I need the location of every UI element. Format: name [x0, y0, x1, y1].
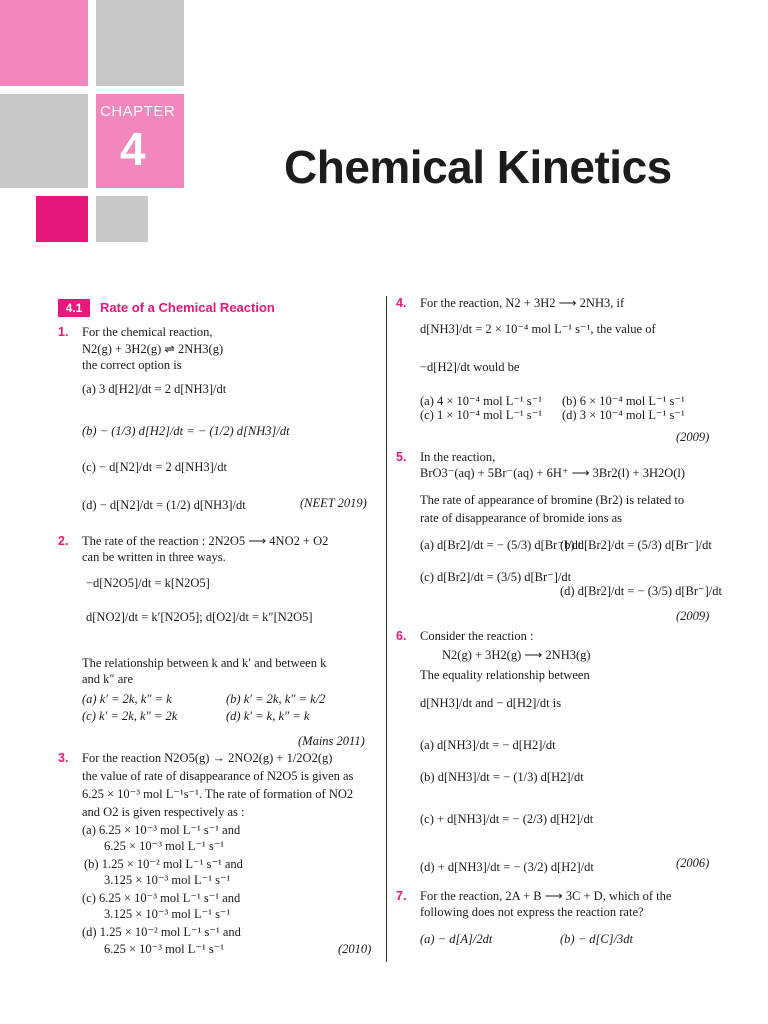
q5-line: rate of disappearance of bromide ions as	[420, 511, 623, 525]
question-number: 6.	[396, 629, 407, 643]
q5-option: (b) d[Br2]/dt = (5/3) d[Br⁻]/dt	[560, 538, 712, 552]
q3-line: 6.25 × 10⁻³ mol L⁻¹s⁻¹. The rate of formation of NO2	[82, 787, 354, 801]
q2-line: can be written in three ways.	[82, 550, 226, 564]
question-number: 3.	[58, 751, 69, 765]
question-number: 4.	[396, 296, 407, 310]
q2-line: The rate of the reaction : 2N2O5 ⟶ 4NO2 + O2	[82, 534, 329, 548]
q1-year: (NEET 2019)	[300, 496, 367, 510]
deco-gray-small	[96, 196, 148, 242]
q3-line: For the reaction N2O5(g) → 2NO2(g) + 1/2O2(g)	[82, 751, 333, 765]
q3-line: and O2 is given respectively as :	[82, 805, 245, 819]
q1-line: For the chemical reaction,	[82, 325, 213, 339]
q6-option: (a) d[NH3]/dt = − d[H2]/dt	[420, 738, 556, 752]
q3-option: 3.125 × 10⁻³ mol L⁻¹ s⁻¹	[104, 873, 231, 887]
q6-line: d[NH3]/dt and − d[H2]/dt is	[420, 696, 562, 710]
q2-option: (b) k′ = 2k, k″ = k/2	[226, 692, 326, 706]
deco-pink-small	[36, 196, 88, 242]
q5-line: In the reaction,	[420, 450, 496, 464]
q3-option: 6.25 × 10⁻³ mol L⁻¹ s⁻¹	[104, 942, 225, 956]
section-number: 4.1	[58, 299, 90, 317]
q6-line: N2(g) + 3H2(g) ⟶ 2NH3(g)	[442, 648, 591, 662]
q2-option: (d) k′ = k, k″ = k	[226, 709, 310, 723]
q1-line: the correct option is	[82, 358, 182, 372]
q3-option: 6.25 × 10⁻³ mol L⁻¹ s⁻¹	[104, 839, 225, 853]
section-title: Rate of a Chemical Reaction	[100, 300, 275, 315]
q2-equation: −d[N2O5]/dt = k[N2O5]	[86, 576, 210, 590]
q3-option: (b) 1.25 × 10⁻² mol L⁻¹ s⁻¹ and	[84, 857, 243, 871]
deco-gray-left	[0, 94, 88, 188]
q5-year: (2009)	[676, 609, 710, 623]
q3-line: the value of rate of disappearance of N2O5 is given as	[82, 769, 354, 783]
q3-year: (2010)	[338, 942, 372, 956]
q6-line: Consider the reaction :	[420, 629, 534, 643]
q1-option: (a) 3 d[H2]/dt = 2 d[NH3]/dt	[82, 382, 227, 396]
page-title: Chemical Kinetics	[284, 141, 672, 193]
question-number: 7.	[396, 889, 407, 903]
q7-line: following does not express the reaction rate?	[420, 905, 644, 919]
question-number: 2.	[58, 534, 69, 548]
q4-year: (2009)	[676, 430, 710, 444]
column-divider	[386, 296, 387, 962]
q1-option: (d) − d[N2]/dt = (1/2) d[NH3]/dt	[82, 498, 246, 512]
q1-line: N2(g) + 3H2(g) ⇌ 2NH3(g)	[82, 342, 224, 356]
question-number: 1.	[58, 325, 69, 339]
q5-option: (d) d[Br2]/dt = − (3/5) d[Br⁻]/dt	[560, 584, 722, 598]
chapter-number: 4	[120, 123, 146, 175]
q4-line: For the reaction, N2 + 3H2 ⟶ 2NH3, if	[420, 296, 625, 310]
q4-option: (a) 4 × 10⁻⁴ mol L⁻¹ s⁻¹	[420, 394, 543, 408]
q1-option: (c) − d[N2]/dt = 2 d[NH3]/dt	[82, 460, 227, 474]
q3-option: (a) 6.25 × 10⁻³ mol L⁻¹ s⁻¹ and	[82, 823, 241, 837]
q1-option: (b) − (1/3) d[H2]/dt = − (1/2) d[NH3]/dt	[82, 424, 290, 438]
q5-option: (c) d[Br2]/dt = (3/5) d[Br⁻]/dt	[420, 570, 572, 584]
q4-line: d[NH3]/dt = 2 × 10⁻⁴ mol L⁻¹ s⁻¹, the value of	[420, 322, 656, 336]
chapter-label: CHAPTER	[100, 103, 176, 120]
q2-option: (a) k′ = 2k, k″ = k	[82, 692, 172, 706]
question-number: 5.	[396, 450, 407, 464]
deco-pink-top	[0, 0, 88, 86]
q7-option: (a) − d[A]/2dt	[420, 932, 493, 946]
q5-line: The rate of appearance of bromine (Br2) is related to	[420, 493, 685, 507]
q6-option: (d) + d[NH3]/dt = − (3/2) d[H2]/dt	[420, 860, 594, 874]
q7-line: For the reaction, 2A + B ⟶ 3C + D, which of the	[420, 889, 672, 903]
q4-option: (b) 6 × 10⁻⁴ mol L⁻¹ s⁻¹	[562, 394, 685, 408]
q4-line: −d[H2]/dt would be	[420, 360, 520, 374]
q2-line: and k″ are	[82, 672, 134, 686]
deco-gray-top	[96, 0, 184, 86]
q3-option: (d) 1.25 × 10⁻² mol L⁻¹ s⁻¹ and	[82, 925, 241, 939]
q4-option: (c) 1 × 10⁻⁴ mol L⁻¹ s⁻¹	[420, 408, 543, 422]
q6-line: The equality relationship between	[420, 668, 590, 682]
q2-option: (c) k′ = 2k, k″ = 2k	[82, 709, 178, 723]
q2-line: The relationship between k and k′ and between k	[82, 656, 327, 670]
q2-year: (Mains 2011)	[298, 734, 365, 748]
q5-option: (a) d[Br2]/dt = − (5/3) d[Br⁻]/dt	[420, 538, 582, 552]
q3-option: (c) 6.25 × 10⁻³ mol L⁻¹ s⁻¹ and	[82, 891, 241, 905]
q2-equation: d[NO2]/dt = k′[N2O5]; d[O2]/dt = k″[N2O5]	[86, 610, 313, 624]
q6-year: (2006)	[676, 856, 710, 870]
q3-option: 3.125 × 10⁻³ mol L⁻¹ s⁻¹	[104, 907, 231, 921]
q4-option: (d) 3 × 10⁻⁴ mol L⁻¹ s⁻¹	[562, 408, 685, 422]
q5-line: BrO3⁻(aq) + 5Br⁻(aq) + 6H⁺ ⟶ 3Br2(l) + 3H2O(l)	[420, 466, 686, 480]
q6-option: (c) + d[NH3]/dt = − (2/3) d[H2]/dt	[420, 812, 594, 826]
q7-option: (b) − d[C]/3dt	[560, 932, 634, 946]
q6-option: (b) d[NH3]/dt = − (1/3) d[H2]/dt	[420, 770, 584, 784]
